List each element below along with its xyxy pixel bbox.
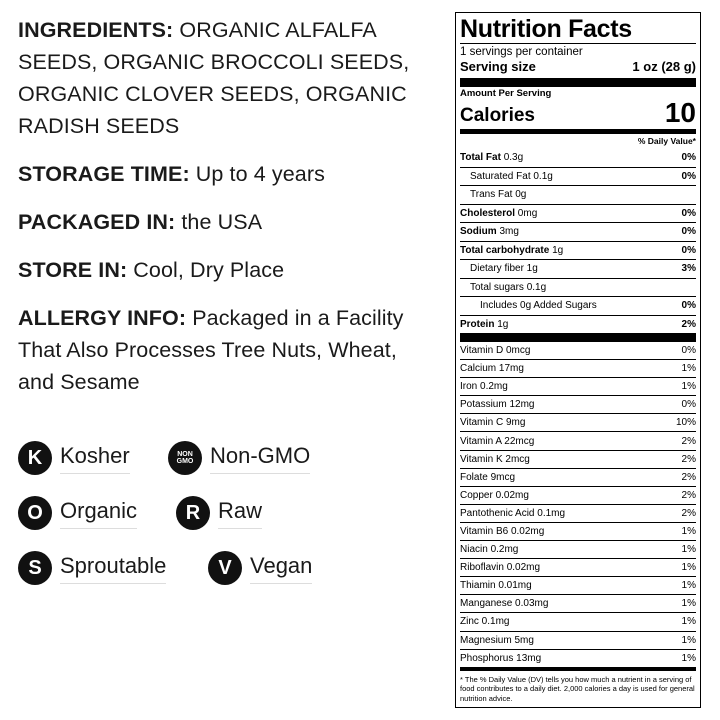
nutrient-amount: Total sugars 0.1g — [470, 281, 547, 293]
vitamin-row — [460, 395, 696, 413]
info-value: the USA — [181, 210, 263, 234]
vitamin-row — [460, 450, 696, 468]
vitamin-name: Calcium 17mg — [460, 363, 524, 375]
raw-icon: R — [176, 496, 210, 530]
nutrient-row — [460, 204, 696, 223]
vitamin-name: Vitamin B6 0.02mg — [460, 525, 545, 537]
kosher-badge — [18, 440, 130, 476]
vitamin-name: Copper 0.02mg — [460, 489, 529, 501]
nutrient-amount: Dietary fiber 1g — [470, 263, 538, 275]
packaged-in-info — [18, 206, 438, 238]
vitamin-dv: 2% — [681, 435, 696, 447]
sproutable-badge — [18, 550, 166, 586]
vitamin-dv: 1% — [681, 580, 696, 592]
vitamin-dv: 10% — [675, 417, 696, 429]
nutrient-name — [460, 319, 508, 330]
daily-value-header: % Daily Value* — [460, 133, 696, 149]
vitamin-name: Vitamin D 0mcg — [460, 345, 531, 357]
vitamin-dv: 1% — [681, 525, 696, 537]
info-key: STORE IN: — [18, 258, 128, 282]
nutrient-dv: 0% — [681, 207, 696, 219]
nutrient-rows — [460, 149, 696, 333]
nutrient-dv: 3% — [681, 263, 696, 275]
vitamin-row — [460, 540, 696, 558]
nutrient-amount: 3mg — [499, 226, 519, 238]
nutrient-label: Total Fat — [460, 152, 501, 164]
vitamin-name: Potassium 12mg — [460, 399, 535, 411]
nutrient-row — [460, 241, 696, 260]
serving-size-value: 1 oz (28 g) — [632, 59, 696, 74]
info-key: INGREDIENTS: — [18, 18, 174, 42]
nutrient-dv: 0% — [681, 170, 696, 182]
non-gmo-badge — [168, 440, 310, 476]
vitamin-dv: 2% — [681, 489, 696, 501]
vitamin-row — [460, 612, 696, 630]
vegan-badge — [208, 550, 312, 586]
info-value: ORGANIC ALFALFA SEEDS, ORGANIC BROCCOLI SEEDS, ORGANIC CLOVER SEEDS, ORGANIC RADISH SEEDS — [18, 18, 410, 138]
info-value: Packaged in a Facility That Also Processes Tree Nuts, Wheat, and Sesame — [18, 306, 404, 394]
store-in-info — [18, 254, 438, 286]
calories-label: Calories — [460, 105, 535, 126]
vitamin-row — [460, 649, 696, 667]
allergy-info — [18, 302, 438, 398]
nutrient-dv: 0% — [681, 300, 696, 312]
badge-label: Organic — [60, 498, 137, 529]
nutrient-dv: 0% — [681, 152, 696, 164]
nutrient-amount: 1g — [552, 244, 564, 256]
vitamin-row — [460, 558, 696, 576]
nutrient-row — [460, 315, 696, 334]
vitamin-dv: 2% — [681, 471, 696, 483]
vitamin-dv: 1% — [681, 562, 696, 574]
nutrient-amount: 0mg — [517, 207, 538, 219]
vitamin-row — [460, 413, 696, 431]
nutrient-dv: 0% — [681, 226, 696, 238]
product-info — [18, 14, 438, 414]
organic-badge — [18, 495, 137, 531]
vitamin-dv: 1% — [681, 598, 696, 610]
nutrient-dv: 0% — [681, 244, 696, 256]
vitamin-name: Vitamin C 9mg — [460, 417, 526, 429]
badge-label: Non-GMO — [210, 443, 310, 474]
info-key: STORAGE TIME: — [18, 162, 190, 186]
vitamin-dv: 0% — [681, 345, 696, 357]
nutrient-name — [460, 245, 563, 256]
nutrient-label: Sodium — [460, 226, 497, 238]
vitamin-row — [460, 431, 696, 449]
non-gmo-icon: NON GMO — [168, 441, 202, 475]
vitamin-name: Phosphorus 13mg — [460, 652, 542, 664]
nutrient-amount: Includes 0g Added Sugars — [480, 300, 597, 312]
info-key: PACKAGED IN: — [18, 210, 176, 234]
badge-label: Kosher — [60, 443, 130, 474]
vitamin-name: Iron 0.2mg — [460, 381, 508, 393]
vitamin-dv: 1% — [681, 616, 696, 628]
vitamin-dv: 2% — [681, 507, 696, 519]
vitamin-dv: 1% — [681, 634, 696, 646]
vitamin-dv: 1% — [681, 544, 696, 556]
vitamin-row — [460, 504, 696, 522]
nutrient-amount: Trans Fat 0g — [470, 189, 527, 201]
nutrient-label: Protein — [460, 318, 495, 330]
nutrient-row — [460, 167, 696, 186]
vitamin-row — [460, 522, 696, 540]
amount-per-serving: Amount Per Serving — [460, 88, 552, 99]
ingredients-info — [18, 14, 438, 142]
vitamin-dv: 1% — [681, 652, 696, 664]
info-value: Cool, Dry Place — [133, 258, 285, 282]
vitamin-dv: 2% — [681, 453, 696, 465]
serving-size-label: Serving size — [460, 59, 536, 74]
serving-size — [460, 59, 696, 78]
storage-time-info — [18, 158, 438, 190]
nutrient-name — [470, 189, 526, 200]
nutrient-row — [460, 259, 696, 278]
vegan-icon: V — [208, 551, 242, 585]
raw-badge — [176, 495, 262, 531]
vitamin-name: Vitamin K 2mcg — [460, 453, 530, 465]
vitamin-dv: 1% — [681, 381, 696, 393]
vitamin-name: Vitamin A 22mcg — [460, 435, 535, 447]
calories-row — [460, 99, 696, 129]
nutrient-name — [470, 171, 553, 182]
kosher-icon: K — [18, 441, 52, 475]
nutrient-row — [460, 296, 696, 315]
nutrient-row — [460, 149, 696, 167]
nutrient-amount: 0.3g — [503, 152, 524, 164]
nutrient-name — [480, 300, 597, 311]
nutrient-name — [460, 208, 537, 219]
nutrient-name — [460, 226, 519, 237]
footnote: * The % Daily Value (DV) tells you how much a nutrient in a serving of food contributes to a daily diet. 2,000 calories a day is used for general nutrition advice. — [460, 674, 695, 703]
nutrient-name — [470, 263, 538, 274]
vitamin-row — [460, 359, 696, 377]
vitamin-dv: 1% — [681, 363, 696, 375]
nutrient-row — [460, 185, 696, 204]
organic-icon: O — [18, 496, 52, 530]
nutrient-amount: 1g — [497, 318, 509, 330]
badge-label: Vegan — [250, 553, 312, 584]
sproutable-icon: S — [18, 551, 52, 585]
vitamin-row — [460, 576, 696, 594]
vitamin-name: Magnesium 5mg — [460, 634, 534, 646]
vitamin-name: Thiamin 0.01mg — [460, 580, 532, 592]
badge-label: Sproutable — [60, 553, 166, 584]
nutrient-name — [470, 282, 546, 293]
vitamin-row — [460, 594, 696, 612]
vitamin-name: Niacin 0.2mg — [460, 544, 519, 556]
info-key: ALLERGY INFO: — [18, 306, 187, 330]
vitamin-name: Folate 9mcg — [460, 471, 516, 483]
nutrient-name — [460, 152, 523, 163]
vitamin-row — [460, 631, 696, 649]
vitamin-row — [460, 468, 696, 486]
vitamin-dv: 0% — [681, 399, 696, 411]
vitamin-row — [460, 377, 696, 395]
vitamin-row — [460, 486, 696, 504]
nutrient-dv: 2% — [681, 318, 696, 330]
badge-label: Raw — [218, 498, 262, 529]
nutrition-title: Nutrition Facts — [460, 15, 632, 43]
vitamin-row — [460, 342, 696, 359]
nutrient-label: Cholesterol — [460, 207, 516, 219]
info-value: Up to 4 years — [195, 162, 325, 186]
vitamin-name: Manganese 0.03mg — [460, 598, 549, 610]
calories-value: 10 — [664, 97, 696, 128]
nutrient-amount: Saturated Fat 0.1g — [470, 170, 553, 182]
vitamin-name: Pantothenic Acid 0.1mg — [460, 507, 566, 519]
nutrition-facts-panel — [455, 12, 701, 708]
vitamin-name: Zinc 0.1mg — [460, 616, 510, 628]
nutrient-row — [460, 278, 696, 297]
nutrient-label: Total carbohydrate — [460, 244, 550, 256]
vitamin-rows — [460, 342, 696, 667]
vitamin-name: Riboflavin 0.02mg — [460, 562, 541, 574]
servings-per-container: 1 servings per container — [460, 46, 583, 58]
nutrient-row — [460, 222, 696, 241]
